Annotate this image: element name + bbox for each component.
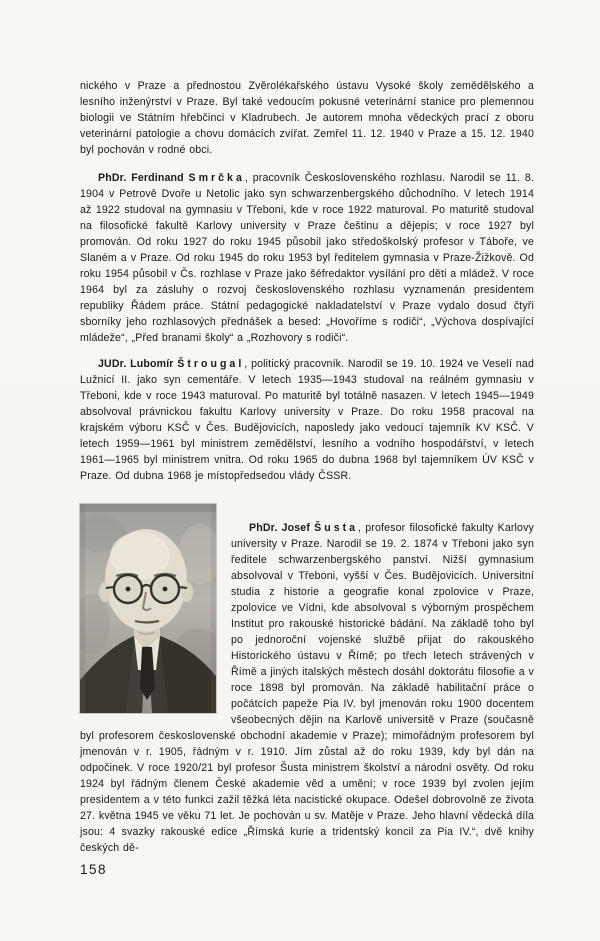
text-block [80, 78, 534, 856]
portrait-photo-graphic [80, 504, 216, 713]
entry-josef-susta [80, 504, 534, 856]
entry-body-text: , profesor filosofické fakulty Karlovy university v Praze. Narodil se 19. 2. 1874 v Třeboni jako syn ředitele schwarzenbergského panství. Nižší gymnasium absolvoval v Třeboni, vyšší v Čes. Budějovicích. Universitní studia z historie a geografie konal zpolovice v Praze, zpolovice ve Vídni, kde absolvoval s výborným prospěchem Institut pro rakouské historické bádání. Na základě toho byl po jednoroční vojenské službě přijat do rakouského Historického ústavu v Římě; po třech letech strávených v Římě a jiných italských městech dosáhl doktorátu filosofie a v roce 1898 byl promován. Na základě habilitační práce o počátcích papeže Pia IV. byl jmenován roku 1900 docentem všeobecných dějin na Karlově universitě v Praze (současně byl profesorem československé obchodní akademie v Praze); mimořádným profesorem byl jmenován v r. 1905, řádným v r. 1910. Jím zůstal až do roku 1939, kdy byl dán na odpočinek. V roce 1920/21 byl profesor Šusta ministrem školství a národní osvěty. Od roku 1924 byl řádným členem České akademie věd a umění; v roce 1939 byl zvolen jejím presidentem a v této funkci zažil těžká léta nacistické okupace. Odešel dobrovolně ze života 27. května 1945 ve věku 71 let. Je pochován u sv. Matěje v Praze. Jeho hlavní vědecká díla jsou: 4 svazky rakouské edice „Římská kurie a tridentský koncil za Pia IV.“, dvě knihy českých dě- [80, 522, 534, 854]
entry-ferdinand-smrcka [80, 170, 534, 346]
entry-title-surname: Smrčka [188, 172, 245, 184]
portrait-photo-josef-susta [80, 504, 216, 713]
entry-title-surname: Štrougal [177, 358, 245, 370]
entry-title-prefix: JUDr. Lubomír [98, 358, 178, 370]
entry-title-prefix: PhDr. Ferdinand [98, 172, 189, 184]
entry-title-prefix: PhDr. Josef [249, 522, 315, 534]
paragraph-veterinarian-continuation: nického v Praze a přednostou Zvěrolékařského ústavu Vysoké školy zemědělského a lesního inženýrství v Praze. Byl také vedoucím pokusné veterinární stanice pro plemennou biologii ve Státním hřebčinci v Kladrubech. Je autorem mnoha vědeckých prací z oboru veterinární patologie a chovu domácích zvířat. Zemřel 11. 12. 1940 v Praze a 15. 12. 1940 byl pochován v rodné obci. [80, 80, 534, 156]
page-number: 158 [80, 862, 108, 877]
entry-title-surname: Šusta [314, 522, 359, 534]
entry-lubomir-strougal [80, 356, 534, 484]
entry-body-text: , politický pracovník. Narodil se 19. 10. 1924 ve Veselí nad Lužnicí II. jako syn cementáře. V letech 1935—1943 studoval na reálném gymnasiu v Třeboni, kde v roce 1943 maturoval. Po maturitě byl totálně nasazen. V letech 1945—1949 absolvoval právnickou fakultu Karlovy university v Praze. Do roku 1958 pracoval na krajském výboru KSČ v Čes. Budějovicích, naposledy jako vedoucí tajemník KV KSČ. V letech 1959—1961 byl ministrem zemědělství, lesního a vodního hospodářství, v letech 1961—1965 byl ministrem vnitra. Od roku 1965 do dubna 1968 byl tajemníkem ÚV KSČ v Praze. Od dubna 1968 je místopředsedou vlády ČSSR. [80, 358, 534, 482]
entry-body-text: , pracovník Československého rozhlasu. Narodil se 11. 8. 1904 v Petrově Dvoře u Netolic jako syn schwarzenbergského důchodního. V letech 1914 až 1922 studoval na gymnasiu v Třeboni, kde v roce 1922 maturoval. Po maturitě studoval na filosofické fakultě Karlovy university v Praze češtinu a dějepis; v roce 1927 byl promován. Od roku 1927 do roku 1945 působil jako středoškolský profesor v Táboře, ve Slaném a v Praze. Od roku 1945 do roku 1953 byl ředitelem gymnasia v Praze-Žižkově. Od roku 1954 působil v Čs. rozhlase v Praze jako šéfredaktor vysílání pro děti a mládež. V roce 1964 byl za zásluhy o rozvoj československého rozhlasu vyznamenán presidentem republiky Řádem práce. Státní pedagogické nakladatelství v Praze vydalo dosud čtyři sborníky jeho rozhlasových přednášek a besed: „Hovoříme s rodiči“, „Výchova dospívající mládeže“, „Před branami školy“ a „Rozhovory s rodiči“. [80, 172, 534, 344]
